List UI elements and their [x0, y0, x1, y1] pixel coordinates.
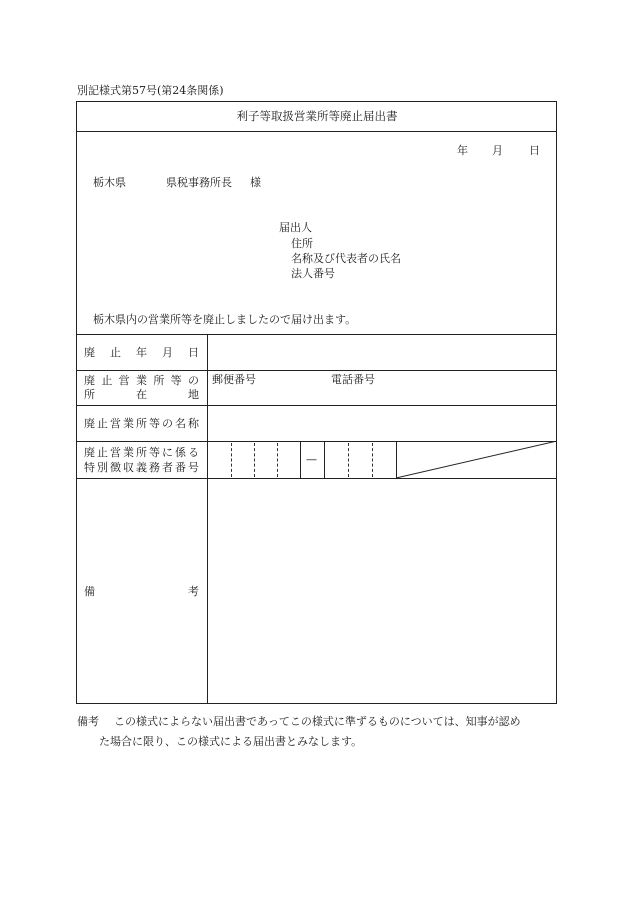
collector-number-separator: —	[306, 453, 317, 466]
postal-code-label: 郵便番号	[212, 373, 256, 386]
footnote-line2: た場合に限り、この様式による届出書とみなします。	[99, 735, 363, 748]
location-field[interactable]	[208, 371, 556, 405]
office-name-field[interactable]	[208, 406, 556, 441]
remarks-field[interactable]	[208, 479, 556, 703]
abolish-date-label: 廃 止 年 月 日	[84, 346, 199, 359]
collector-number-void-diagonal	[396, 441, 557, 478]
applicant-corp-number-label: 法人番号	[291, 267, 335, 280]
date-day-label: 日	[529, 144, 540, 157]
location-label-line1: 廃 止 営 業 所 等 の	[84, 374, 199, 387]
notification-statement: 栃木県内の営業所等を廃止しましたので届け出ます。	[93, 313, 357, 326]
addressee-office: 県税事務所長	[166, 176, 232, 189]
phone-number-label: 電話番号	[331, 373, 375, 386]
abolish-date-field[interactable]	[208, 335, 556, 370]
applicant-address-label: 住所	[291, 237, 313, 250]
applicant-name-label: 名称及び代表者の氏名	[291, 252, 401, 265]
addressee-prefecture: 栃木県	[93, 176, 126, 189]
footnote-line1: この様式によらない届出書であってこの様式に準ずるものについては、知事が認め	[114, 715, 521, 728]
office-name-label: 廃 止 営 業 所 等 の 名 称	[84, 417, 199, 430]
form-reference: 別記様式第57号(第24条関係)	[77, 84, 224, 97]
addressee-honorific: 様	[250, 176, 261, 189]
footnote-label: 備考	[77, 715, 99, 728]
remarks-label: 備 考	[84, 585, 199, 598]
location-label-line2: 所 在 地	[84, 388, 199, 401]
collector-number-label-line1: 廃 止 営 業 所 等 に 係 る	[84, 446, 199, 459]
collector-number-label-line2: 特 別 徴 収 義 務 者 番 号	[84, 461, 199, 474]
form-title: 利子等取扱営業所等廃止届出書	[236, 109, 398, 123]
date-month-label: 月	[492, 144, 503, 157]
date-year-label: 年	[457, 144, 468, 157]
applicant-heading: 届出人	[279, 221, 312, 234]
